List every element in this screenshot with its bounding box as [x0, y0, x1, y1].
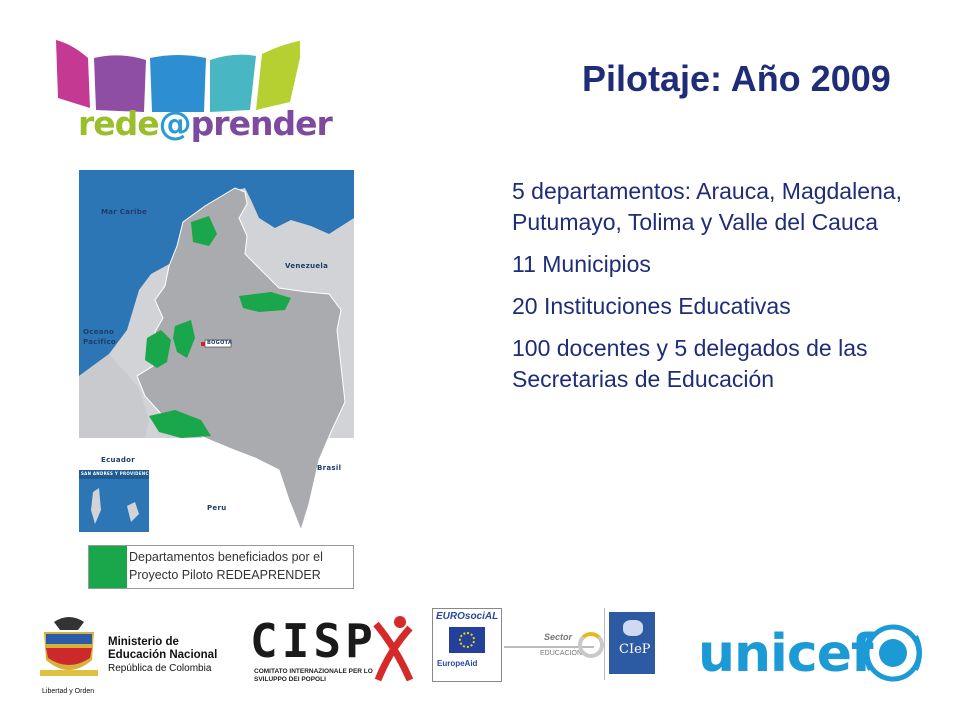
map-label-oceano: Oceano — [83, 328, 115, 336]
map-label-pacifico: Pacifico — [83, 338, 117, 346]
ministerio-logo — [28, 608, 228, 698]
ministerio-text — [108, 636, 217, 675]
map-label-peru: Peru — [207, 504, 227, 512]
map-label-ecuador: Ecuador — [101, 456, 136, 464]
partner-logos — [28, 608, 928, 698]
coat-of-arms-icon — [34, 610, 104, 690]
san-andres-inset — [79, 470, 149, 532]
legend-swatch — [89, 546, 127, 588]
ministerio-motto: Libertad y Orden — [42, 688, 95, 695]
cisp-line-1: COMITATO INTERNAZIONALE PER LO — [254, 668, 373, 675]
sector-text: Sector — [544, 632, 573, 642]
bullet-item: 20 Instituciones Educativas — [512, 293, 791, 319]
map-label-brasil: Brasil — [317, 464, 342, 472]
logo-part-2: @ — [158, 104, 191, 143]
logo-part-3: prender — [190, 104, 332, 143]
ciep-logo — [604, 608, 656, 680]
sector-ring-icon — [578, 632, 604, 658]
bullet-item: 5 departamentos: Arauca, Magdalena, Putumayo, Tolima y Valle del Cauca — [512, 178, 902, 235]
map-label-bogota: BOGOTA — [207, 340, 233, 346]
ministerio-line-1: Ministerio de — [108, 636, 179, 648]
ciep-globe-icon — [609, 612, 655, 674]
colombia-map — [79, 170, 354, 538]
cisp-line-2: SVILUPPO DEI POPOLI — [254, 676, 326, 683]
eurosocial-logo — [432, 608, 502, 682]
bullet-item: 100 docentes y 5 delegados de las Secretarias de Educación — [512, 335, 868, 392]
ciep-text: CIeP — [619, 642, 651, 657]
eurosocial-text: EUROsociAL — [436, 611, 499, 622]
map-graphic — [79, 170, 354, 538]
bullet-item: 11 Municipios — [512, 251, 651, 277]
cisp-wordmark: CISP — [250, 614, 377, 668]
educacion-text: EDUCACIÓN — [540, 650, 583, 657]
slide-title: Pilotaje: Año 2009 — [582, 58, 891, 99]
ministerio-line-3: República de Colombia — [108, 663, 212, 674]
cisp-subtitle — [254, 668, 373, 684]
map-legend — [88, 545, 354, 589]
map-label-san-andres: SAN ANDRES Y PROVIDENCIA — [81, 471, 154, 476]
ministerio-line-2: Educación Nacional — [108, 649, 218, 661]
logo-part-1: rede — [78, 104, 159, 143]
europeaid-text: EuropeAid — [437, 659, 478, 668]
eu-flag-icon — [449, 627, 485, 653]
bogota-marker — [201, 342, 205, 346]
unicef-wordmark: unicef — [698, 624, 873, 684]
cisp-figure-icon — [370, 614, 416, 684]
legend-text: Departamentos beneficiados por el Proyecto Piloto REDEAPRENDER — [129, 550, 323, 582]
unicef-emblem-icon — [860, 620, 926, 686]
sector-educacion-logo — [504, 618, 614, 678]
map-label-venezuela: Venezuela — [285, 262, 329, 270]
redeaprender-logo — [50, 36, 332, 146]
logo-wordmark — [78, 104, 332, 143]
bullet-list — [512, 176, 932, 406]
map-label-mar-caribe: Mar Caribe — [101, 208, 148, 216]
